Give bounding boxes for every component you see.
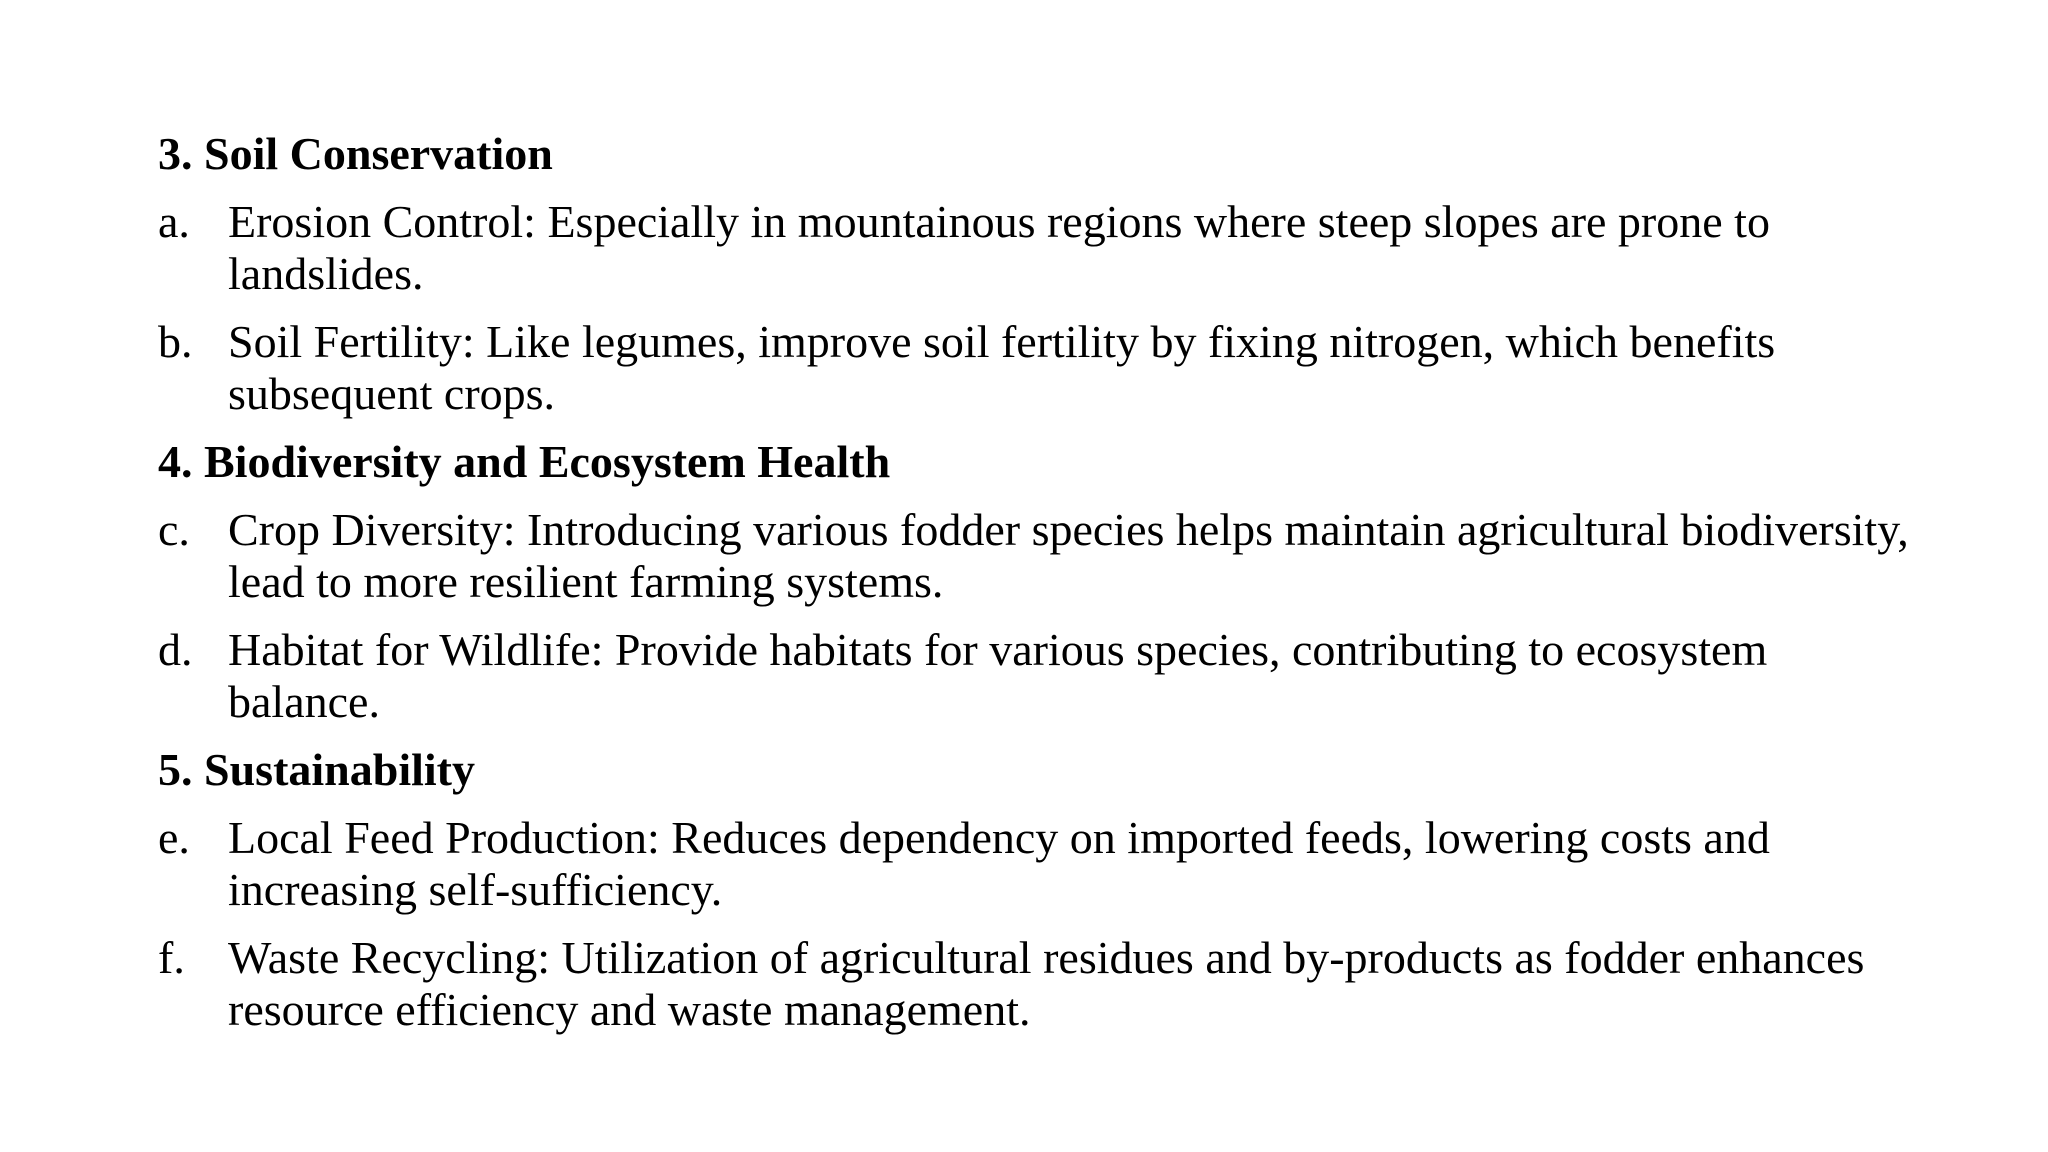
list-item-habitat-wildlife bbox=[158, 624, 1918, 728]
list-marker: a. bbox=[158, 196, 190, 247]
list-item-text: Crop Diversity: Introducing various fodder species helps maintain agricultural biodiversity, lead to more resilient farming systems. bbox=[228, 504, 1909, 607]
list-item-local-feed-production bbox=[158, 812, 1918, 916]
list-item-waste-recycling bbox=[158, 932, 1918, 1036]
section-heading-biodiversity: 4. Biodiversity and Ecosystem Health bbox=[158, 436, 891, 487]
list-item-crop-diversity bbox=[158, 504, 1918, 608]
section-heading-soil-conservation: 3. Soil Conservation bbox=[158, 128, 553, 179]
section-heading-sustainability: 5. Sustainability bbox=[158, 744, 475, 795]
list-item-text: Erosion Control: Especially in mountainous regions where steep slopes are prone to landslides. bbox=[228, 196, 1770, 299]
list-marker: e. bbox=[158, 812, 190, 863]
list-marker: f. bbox=[158, 932, 185, 983]
list-item-text: Waste Recycling: Utilization of agricultural residues and by-products as fodder enhances resource efficiency and waste management. bbox=[228, 932, 1865, 1035]
list-marker: c. bbox=[158, 504, 190, 555]
list-item-erosion-control bbox=[158, 196, 1918, 300]
list-item-text: Habitat for Wildlife: Provide habitats for various species, contributing to ecosystem balance. bbox=[228, 624, 1768, 727]
list-marker: b. bbox=[158, 316, 193, 367]
list-marker: d. bbox=[158, 624, 193, 675]
list-item-soil-fertility bbox=[158, 316, 1918, 420]
slide-content bbox=[158, 128, 1918, 1052]
list-item-text: Local Feed Production: Reduces dependency on imported feeds, lowering costs and increasing self-sufficiency. bbox=[228, 812, 1770, 915]
list-item-text: Soil Fertility: Like legumes, improve soil fertility by fixing nitrogen, which benefits subsequent crops. bbox=[228, 316, 1776, 419]
